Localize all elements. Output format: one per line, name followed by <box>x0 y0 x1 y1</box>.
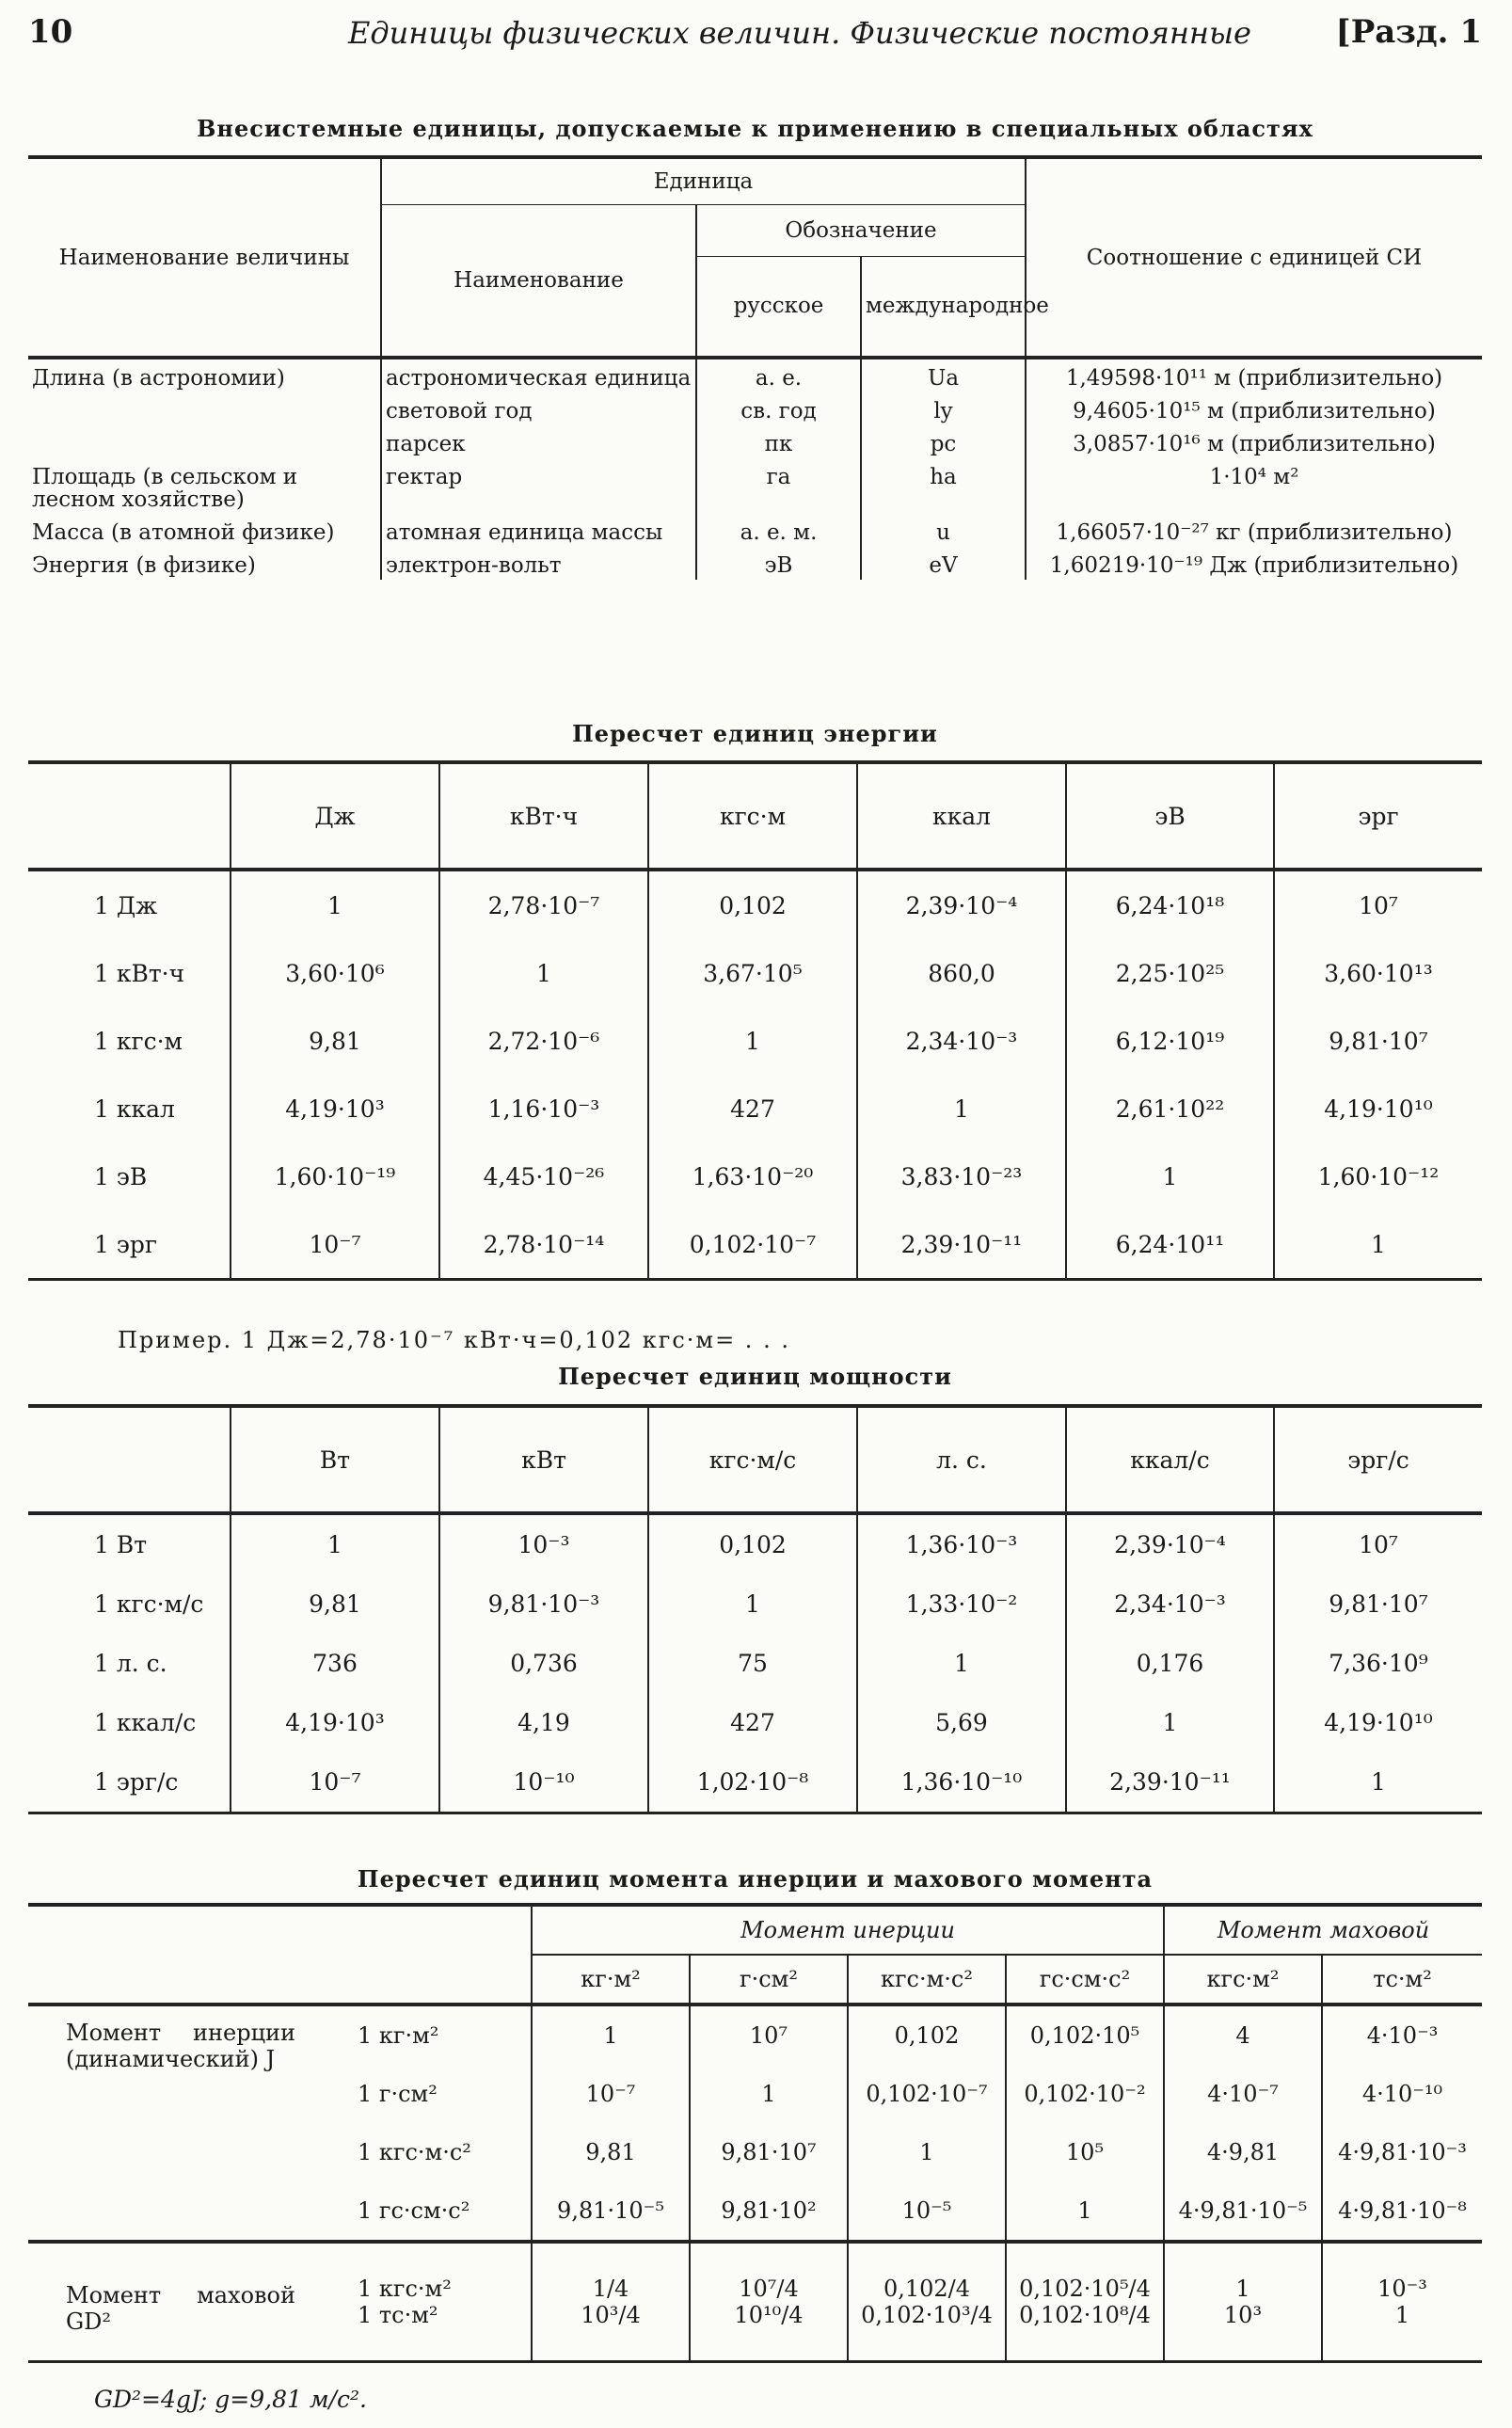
table-cell: 5,69 <box>857 1693 1066 1752</box>
table-cell: 1,63·10⁻²⁰ <box>648 1142 857 1210</box>
table-row <box>28 1210 1482 1280</box>
row-label: 1 эрг/с <box>94 1768 179 1796</box>
table-cell: 1 <box>648 1007 857 1075</box>
table-cell: 1 <box>648 1574 857 1634</box>
cell-russian: а. е. <box>696 358 861 392</box>
cell-unit-name: парсек <box>381 425 696 458</box>
table-row <box>28 1634 1482 1693</box>
table-cell: 1 <box>690 2065 848 2123</box>
col-header: тс·м² <box>1322 1955 1482 2005</box>
table-row <box>28 392 1482 425</box>
cell-value: 10⁷/4 <box>739 2276 799 2302</box>
col-header <box>28 1406 231 1513</box>
col-header: кгс·м² <box>1164 1955 1322 2005</box>
table-cell: 10⁻¹⁰ <box>439 1752 648 1813</box>
table-cell: 9,81·10⁻⁵ <box>532 2181 690 2242</box>
table-row <box>28 1752 1482 1813</box>
table-cell: 4·9,81 <box>1164 2123 1322 2181</box>
row-label: 1 Вт <box>94 1531 148 1558</box>
table-cell: 2,72·10⁻⁶ <box>439 1007 648 1075</box>
power-caption: Пересчет единиц мощности <box>558 1363 952 1390</box>
table-row <box>28 458 1482 514</box>
cell-value: 1 тс·м² <box>358 2302 438 2328</box>
inertia-head-blank-2 <box>301 1905 532 2005</box>
cell-unit-name: электрон-вольт <box>381 547 696 580</box>
table-cell: 10⁷ <box>690 2005 848 2065</box>
table-cell: 4,19·10³ <box>231 1693 439 1752</box>
cell-international: ha <box>861 458 1026 514</box>
table-cell: 7,36·10⁹ <box>1274 1634 1482 1693</box>
table-row <box>28 1513 1482 1574</box>
col-russian: русское <box>696 256 861 358</box>
table-cell: 2,39·10⁻¹¹ <box>857 1210 1066 1280</box>
table-cell: 6,24·10¹¹ <box>1066 1210 1274 1280</box>
energy-caption: Пересчет единиц энергии <box>572 720 938 747</box>
table-cell: 2,34·10⁻³ <box>1066 1574 1274 1634</box>
row-label: 1 кгс·м/с <box>94 1590 204 1618</box>
table-cell: 9,81 <box>231 1574 439 1634</box>
table-row <box>28 425 1482 458</box>
col-relation: Соотношение с единицей СИ <box>1026 157 1482 358</box>
cell-relation: 1,60219·10⁻¹⁹ Дж (приблизительно) <box>1026 547 1482 580</box>
table-cell: 0,102 <box>648 1513 857 1574</box>
cell-unit-name: атомная единица массы <box>381 514 696 547</box>
table-row <box>28 547 1482 580</box>
energy-example: Пример. 1 Дж=2,78·10⁻⁷ кВт·ч=0,102 кгс·м= . . . <box>118 1327 790 1353</box>
table-cell: 10⁷ <box>1274 1513 1482 1574</box>
table-row <box>28 1142 1482 1210</box>
table-row <box>28 514 1482 547</box>
row-label: 1 эВ <box>94 1162 148 1190</box>
col-header: кгс·м·с² <box>848 1955 1006 2005</box>
table-cell: 9,81·10⁷ <box>690 2123 848 2181</box>
table-cell: 4,19·10¹⁰ <box>1274 1693 1482 1752</box>
col-header: эрг <box>1274 762 1482 870</box>
row-label: 1 ккал/с <box>94 1709 197 1736</box>
cell-unit-name: световой год <box>381 392 696 425</box>
cell-international: Ua <box>861 358 1026 392</box>
nonsystem-caption: Внесистемные единицы, допускаемые к применению в специальных областях <box>197 115 1313 142</box>
table-cell: 427 <box>648 1075 857 1142</box>
table-cell: 6,24·10¹⁸ <box>1066 870 1274 939</box>
table-cell: 4,19·10³ <box>231 1075 439 1142</box>
col-header: кВт·ч <box>439 762 648 870</box>
nonsystem-units-table <box>28 155 1482 580</box>
cell-value: 0,102/4 <box>883 2276 971 2302</box>
table-cell: 1 <box>1066 1142 1274 1210</box>
col-unit: Единица <box>381 157 1026 204</box>
inertia-head-blank <box>28 1905 301 2005</box>
col-header: эрг/с <box>1274 1406 1482 1513</box>
table-cell: 1,33·10⁻² <box>857 1574 1066 1634</box>
table-cell: 2,39·10⁻¹¹ <box>1066 1752 1274 1813</box>
row-group-label: Момент инерции (динамический) J <box>66 2020 295 2072</box>
table-cell: 3,67·10⁵ <box>648 939 857 1007</box>
col-designation: Обозначение <box>696 204 1026 256</box>
table-row <box>28 1693 1482 1752</box>
section-label: [Разд. 1 <box>1335 13 1482 51</box>
table-cell: 1,36·10⁻³ <box>857 1513 1066 1574</box>
table-cell: 4·9,81·10⁻⁸ <box>1322 2181 1482 2242</box>
running-title: Единицы физических величин. Физические постоянные <box>348 15 1251 51</box>
table-row <box>28 2005 1482 2065</box>
col-header: кгс·м <box>648 762 857 870</box>
table-cell: 1 <box>857 1075 1066 1142</box>
col-header: Вт <box>231 1406 439 1513</box>
power-table <box>28 1404 1482 1814</box>
col-name: Наименование <box>381 204 696 358</box>
col-header: эВ <box>1066 762 1274 870</box>
table-cell: 4,45·10⁻²⁶ <box>439 1142 648 1210</box>
cell-value: 1 <box>1235 2276 1250 2302</box>
cell-international: ly <box>861 392 1026 425</box>
table-cell: 1 <box>848 2123 1006 2181</box>
table-cell: 0,102·10⁻² <box>1006 2065 1164 2123</box>
cell-russian: пк <box>696 425 861 458</box>
table-cell: 4·10⁻⁷ <box>1164 2065 1322 2123</box>
cell-international: eV <box>861 547 1026 580</box>
row-label: 1 кВт·ч <box>94 959 185 987</box>
row-label: 1 кгс·м <box>94 1027 183 1055</box>
table-cell: 10⁷ <box>1274 870 1482 939</box>
table-cell: 10⁻⁷ <box>532 2065 690 2123</box>
table-cell: 1,16·10⁻³ <box>439 1075 648 1142</box>
table-cell: 9,81·10⁻³ <box>439 1574 648 1634</box>
table-cell: 1 <box>1274 1210 1482 1280</box>
col-header: ккал <box>857 762 1066 870</box>
row-label: 1 эрг <box>94 1230 157 1258</box>
group-moment-flywheel: Момент маховой <box>1164 1905 1482 1955</box>
table-cell: 4·9,81·10⁻³ <box>1322 2123 1482 2181</box>
table-cell: 9,81·10² <box>690 2181 848 2242</box>
table-cell: 3,60·10¹³ <box>1274 939 1482 1007</box>
cell-quantity: Длина (в астрономии) <box>32 366 285 391</box>
cell-russian: эВ <box>696 547 861 580</box>
table-cell: 0,102·10⁵ <box>1006 2005 1164 2065</box>
cell-value: 1/4 <box>592 2276 629 2302</box>
table-cell: 1,36·10⁻¹⁰ <box>857 1752 1066 1813</box>
table-cell: 10⁻⁵ <box>848 2181 1006 2242</box>
table-cell <box>690 2242 848 2362</box>
cell-quantity: Масса (в атомной физике) <box>32 520 335 545</box>
cell-value: 10¹⁰/4 <box>734 2302 804 2328</box>
cell-value: 0,102·10⁵/4 <box>1019 2276 1151 2302</box>
table-cell: 1,60·10⁻¹⁹ <box>231 1142 439 1210</box>
cell-relation: 1,66057·10⁻²⁷ кг (приблизительно) <box>1026 514 1482 547</box>
col-header: ккал/с <box>1066 1406 1274 1513</box>
row-label: 1 кг·м² <box>358 2022 439 2049</box>
table-cell: 4,19 <box>439 1693 648 1752</box>
row-label <box>301 2242 532 2362</box>
group-moment-inertia: Момент инерции <box>532 1905 1164 1955</box>
cell-unit-name: астрономическая единица <box>381 358 696 392</box>
cell-quantity: Площадь (в сельском и лесном хозяйстве) <box>32 465 298 512</box>
row-label: 1 г·см² <box>358 2081 438 2107</box>
table-cell: 9,81 <box>532 2123 690 2181</box>
table-cell: 10⁻³ <box>439 1513 648 1574</box>
row-label: 1 кгс·м·с² <box>358 2139 471 2165</box>
table-cell: 75 <box>648 1634 857 1693</box>
table-cell <box>1006 2242 1164 2362</box>
table-cell: 9,81·10⁷ <box>1274 1007 1482 1075</box>
col-header: кВт <box>439 1406 648 1513</box>
table-cell: 9,81·10⁷ <box>1274 1574 1482 1634</box>
table-cell: 0,102·10⁻⁷ <box>648 1210 857 1280</box>
table-cell <box>1164 2242 1322 2362</box>
inertia-caption: Пересчет единиц момента инерции и махового момента <box>357 1865 1154 1893</box>
table-cell <box>1322 2242 1482 2362</box>
cell-relation: 1,49598·10¹¹ м (приблизительно) <box>1026 358 1482 392</box>
table-cell: 1 <box>231 1513 439 1574</box>
table-cell: 1 <box>231 870 439 939</box>
table-cell: 9,81 <box>231 1007 439 1075</box>
table-cell: 1 <box>1006 2181 1164 2242</box>
col-quantity: Наименование величины <box>28 157 381 358</box>
table-cell: 736 <box>231 1634 439 1693</box>
table-cell: 860,0 <box>857 939 1066 1007</box>
table-cell: 0,102·10⁻⁷ <box>848 2065 1006 2123</box>
cell-value: 10⁻³ <box>1377 2276 1427 2302</box>
col-header: кгс·м/с <box>648 1406 857 1513</box>
table-row <box>28 358 1482 392</box>
inertia-table <box>28 1903 1482 2363</box>
table-cell: 2,39·10⁻⁴ <box>1066 1513 1274 1574</box>
table-cell: 0,102 <box>648 870 857 939</box>
cell-quantity: Энергия (в физике) <box>32 553 256 578</box>
table-cell: 0,176 <box>1066 1634 1274 1693</box>
table-cell: 3,60·10⁶ <box>231 939 439 1007</box>
table-cell: 0,102 <box>848 2005 1006 2065</box>
cell-relation: 9,4605·10¹⁵ м (приблизительно) <box>1026 392 1482 425</box>
table-row <box>28 2242 1482 2362</box>
table-cell: 2,78·10⁻¹⁴ <box>439 1210 648 1280</box>
energy-table <box>28 760 1482 1281</box>
col-international: международное <box>861 256 1026 358</box>
table-cell: 10⁻⁷ <box>231 1752 439 1813</box>
row-label: 1 л. с. <box>94 1650 167 1677</box>
cell-value: 0,102·10⁸/4 <box>1019 2302 1151 2328</box>
inertia-footnote: GD²=4gJ; g=9,81 м/с². <box>94 2386 367 2413</box>
table-cell: 2,61·10²² <box>1066 1075 1274 1142</box>
cell-value: 1 <box>1394 2302 1410 2328</box>
table-cell: 1 <box>439 939 648 1007</box>
table-cell: 1 <box>1274 1752 1482 1813</box>
table-cell <box>848 2242 1006 2362</box>
cell-international: pc <box>861 425 1026 458</box>
cell-value: 0,102·10³/4 <box>861 2302 993 2328</box>
cell-relation: 1·10⁴ м² <box>1026 458 1482 514</box>
table-cell: 1 <box>1066 1693 1274 1752</box>
table-cell: 4·10⁻¹⁰ <box>1322 2065 1482 2123</box>
cell-relation: 3,0857·10¹⁶ м (приблизительно) <box>1026 425 1482 458</box>
cell-value: 1 кгс·м² <box>358 2276 452 2302</box>
table-cell: 2,25·10²⁵ <box>1066 939 1274 1007</box>
table-cell: 0,736 <box>439 1634 648 1693</box>
col-header: гс·см·с² <box>1006 1955 1164 2005</box>
table-row <box>28 870 1482 939</box>
col-header: кг·м² <box>532 1955 690 2005</box>
cell-value: 10³ <box>1223 2302 1263 2328</box>
cell-quantity <box>28 392 381 425</box>
cell-russian: га <box>696 458 861 514</box>
row-label: 1 Дж <box>94 891 158 919</box>
table-cell: 1,02·10⁻⁸ <box>648 1752 857 1813</box>
table-cell: 4 <box>1164 2005 1322 2065</box>
cell-quantity <box>28 425 381 458</box>
table-row <box>28 1574 1482 1634</box>
table-cell: 2,78·10⁻⁷ <box>439 870 648 939</box>
table-cell: 10⁵ <box>1006 2123 1164 2181</box>
table-cell: 1 <box>532 2005 690 2065</box>
page-number: 10 <box>28 13 73 51</box>
cell-international: u <box>861 514 1026 547</box>
table-row <box>28 1007 1482 1075</box>
table-cell: 10⁻⁷ <box>231 1210 439 1280</box>
row-group-label: Момент маховой GD² <box>28 2242 301 2362</box>
table-cell <box>532 2242 690 2362</box>
table-cell: 2,34·10⁻³ <box>857 1007 1066 1075</box>
table-cell: 1,60·10⁻¹² <box>1274 1142 1482 1210</box>
page-header <box>28 9 1482 56</box>
table-cell: 1 <box>857 1634 1066 1693</box>
col-header: Дж <box>231 762 439 870</box>
table-cell: 4·9,81·10⁻⁵ <box>1164 2181 1322 2242</box>
col-header: л. с. <box>857 1406 1066 1513</box>
table-row <box>28 939 1482 1007</box>
table-cell: 3,83·10⁻²³ <box>857 1142 1066 1210</box>
col-header <box>28 762 231 870</box>
table-cell: 2,39·10⁻⁴ <box>857 870 1066 939</box>
row-label: 1 ккал <box>94 1094 175 1123</box>
cell-russian: св. год <box>696 392 861 425</box>
table-cell: 427 <box>648 1693 857 1752</box>
cell-value: 10³/4 <box>581 2302 641 2328</box>
col-header: г·см² <box>690 1955 848 2005</box>
table-cell: 4·10⁻³ <box>1322 2005 1482 2065</box>
table-cell: 6,12·10¹⁹ <box>1066 1007 1274 1075</box>
table-row <box>28 1075 1482 1142</box>
table-cell: 4,19·10¹⁰ <box>1274 1075 1482 1142</box>
row-label: 1 гс·см·с² <box>358 2197 470 2224</box>
cell-unit-name: гектар <box>381 458 696 514</box>
cell-russian: а. е. м. <box>696 514 861 547</box>
